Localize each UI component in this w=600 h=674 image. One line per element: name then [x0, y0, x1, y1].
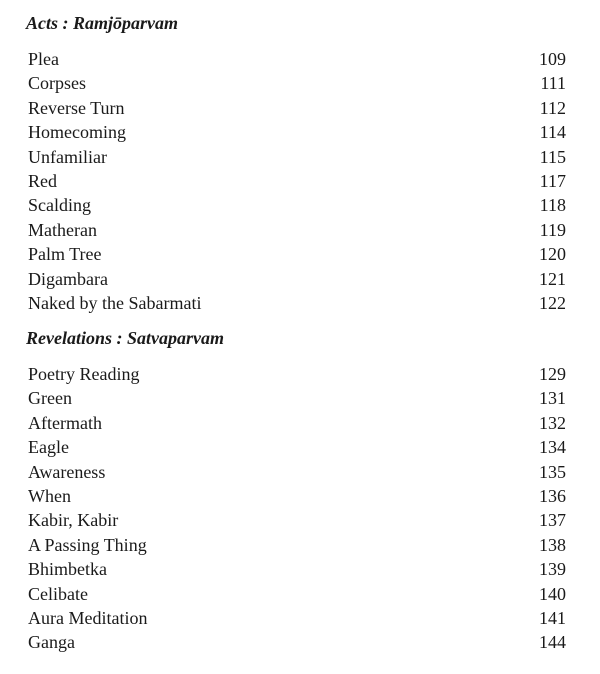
entry-title: When: [28, 485, 71, 506]
toc-entry: [0, 582, 600, 606]
entry-page-number: 112: [539, 97, 566, 118]
toc-entry: [0, 630, 600, 654]
toc-entry: [0, 120, 600, 144]
entry-page-number: 120: [539, 244, 566, 265]
toc-entry: [0, 71, 600, 95]
entry-title: Celibate: [28, 583, 88, 604]
toc-entry: [0, 386, 600, 410]
entry-page-number: 118: [539, 195, 566, 216]
entry-title: Naked by the Sabarmati: [28, 292, 202, 313]
entry-page-number: 122: [539, 292, 566, 313]
entry-page-number: 136: [539, 485, 566, 506]
entry-title: Unfamiliar: [28, 146, 107, 167]
entry-title: Bhimbetka: [28, 559, 107, 580]
toc-entry: [0, 411, 600, 435]
entry-page-number: 117: [539, 170, 566, 191]
toc-entry: [0, 267, 600, 291]
toc-entry: [0, 218, 600, 242]
entry-page-number: 139: [539, 559, 566, 580]
entry-page-number: 114: [539, 122, 566, 143]
entry-page-number: 121: [539, 268, 566, 289]
entry-title: Plea: [28, 49, 59, 69]
section-heading: Revelations : Satvaparvam: [26, 328, 224, 348]
entry-title: Palm Tree: [28, 244, 102, 265]
entry-title: Ganga: [28, 632, 75, 653]
entry-title: Reverse Turn: [28, 97, 125, 118]
toc-entry: [0, 96, 600, 120]
entry-title: Digambara: [28, 268, 108, 289]
entry-page-number: 144: [539, 632, 566, 653]
entry-page-number: 141: [539, 607, 566, 628]
entry-page-number: 137: [539, 510, 566, 531]
entry-page-number: 132: [539, 412, 566, 433]
entry-title: Awareness: [28, 461, 106, 482]
entry-page-number: 134: [539, 437, 566, 458]
entry-page-number: 140: [539, 583, 566, 604]
entry-title: Homecoming: [28, 122, 126, 143]
entry-title: Kabir, Kabir: [28, 510, 119, 531]
entry-title: Corpses: [28, 73, 86, 94]
toc-entry: [0, 557, 600, 581]
entry-title: Green: [28, 388, 72, 409]
entry-title: A Passing Thing: [28, 534, 147, 555]
toc-entry: [0, 533, 600, 557]
toc-entry: [0, 606, 600, 630]
entry-page-number: 135: [539, 461, 566, 482]
toc-entry: [0, 169, 600, 193]
entry-title: Poetry Reading: [28, 364, 140, 384]
entry-page-number: 119: [539, 219, 566, 240]
entry-page-number: 109: [539, 49, 566, 69]
entry-title: Aura Meditation: [28, 607, 148, 628]
entry-page-number: 131: [539, 388, 566, 409]
entry-title: Scalding: [28, 195, 91, 216]
toc-entry: [0, 47, 600, 71]
section-heading: Acts : Ramjōparvam: [26, 13, 178, 33]
toc-entry: [0, 362, 600, 386]
entry-list: [0, 47, 600, 315]
entry-page-number: 115: [539, 146, 566, 167]
toc-entry: [0, 291, 600, 315]
entry-title: Aftermath: [28, 412, 102, 433]
entry-title: Eagle: [28, 437, 69, 458]
toc-entry: [0, 242, 600, 266]
toc-entry: [0, 508, 600, 532]
entry-title: Matheran: [28, 219, 97, 240]
entry-page-number: 138: [539, 534, 566, 555]
toc-entry: [0, 193, 600, 217]
toc-entry: [0, 435, 600, 459]
toc-entry: [0, 460, 600, 484]
entry-page-number: 129: [539, 364, 566, 384]
toc-entry: [0, 145, 600, 169]
entry-page-number: 111: [540, 73, 566, 94]
entry-list: [0, 362, 600, 655]
toc-entry: [0, 484, 600, 508]
entry-title: Red: [28, 170, 57, 191]
